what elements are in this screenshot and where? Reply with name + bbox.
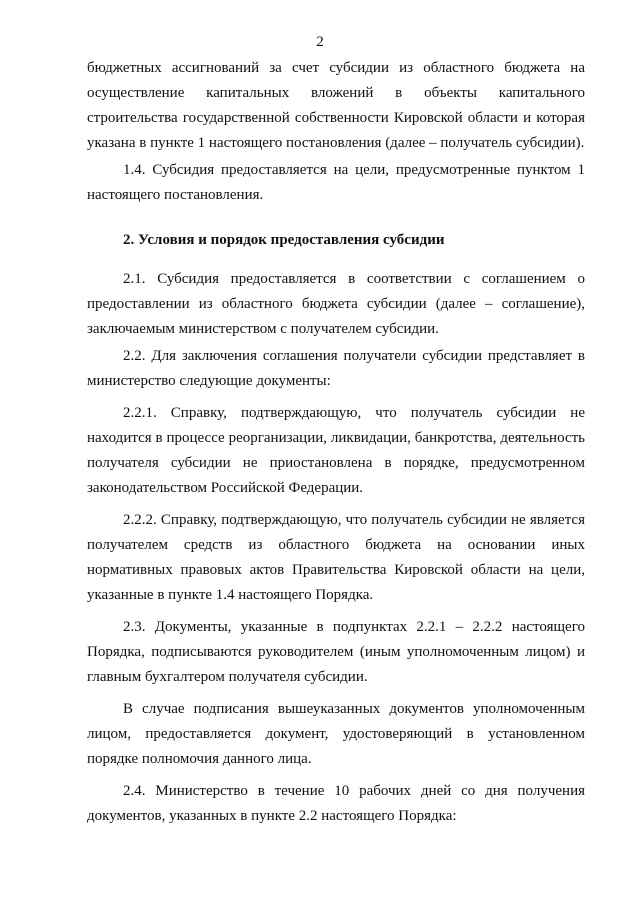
paragraph-2-4: 2.4. Министерство в течение 10 рабочих дней со дня получения документов, указанных в пункте 2.2 настоящего Порядка: <box>87 783 585 824</box>
paragraph-continuation: бюджетных ассигнований за счет субсидии из областного бюджета на осуществление капитальных вложений в объекты капитального строительства государственной собственности Кировской области и которая указана в пункте 1 настоящего постановления (далее – получатель субсидии). <box>87 60 585 151</box>
section-heading: 2. Условия и порядок предоставления субсидии <box>123 232 445 248</box>
paragraph-2-2-1: 2.2.1. Справку, подтверждающую, что получатель субсидии не находится в процессе реорганизации, ликвидации, банкротства, деятельность получателя субсидии не приостановлена в порядке, предусмотренном законодательством Российской Федерации. <box>87 405 585 496</box>
paragraph-2-1: 2.1. Субсидия предоставляется в соответствии с соглашением о предоставлении из областного бюджета субсидии (далее – соглашение), заключаемым министерством с получателем субсидии. <box>87 271 585 337</box>
paragraph-1-4: 1.4. Субсидия предоставляется на цели, предусмотренные пунктом 1 настоящего постановления. <box>87 162 585 203</box>
document-body <box>87 56 585 829</box>
paragraph-2-3: 2.3. Документы, указанные в подпунктах 2.2.1 – 2.2.2 настоящего Порядка, подписываются руководителем (иным уполномоченным лицом) и главным бухгалтером получателя субсидии. <box>87 619 585 685</box>
paragraph-2-2-2: 2.2.2. Справку, подтверждающую, что получатель субсидии не является получателем средств из областного бюджета на основании иных нормативных правовых актов Правительства Кировской области на цели, указанные в пункте 1.4 настоящего Порядка. <box>87 512 585 603</box>
page-number: 2 <box>316 34 324 50</box>
paragraph-2-2: 2.2. Для заключения соглашения получатели субсидии представляет в министерство следующие документы: <box>87 348 585 389</box>
paragraph-2-3-note: В случае подписания вышеуказанных документов уполномоченным лицом, предоставляется документ, удостоверяющий в установленном порядке полномочия данного лица. <box>87 701 585 767</box>
